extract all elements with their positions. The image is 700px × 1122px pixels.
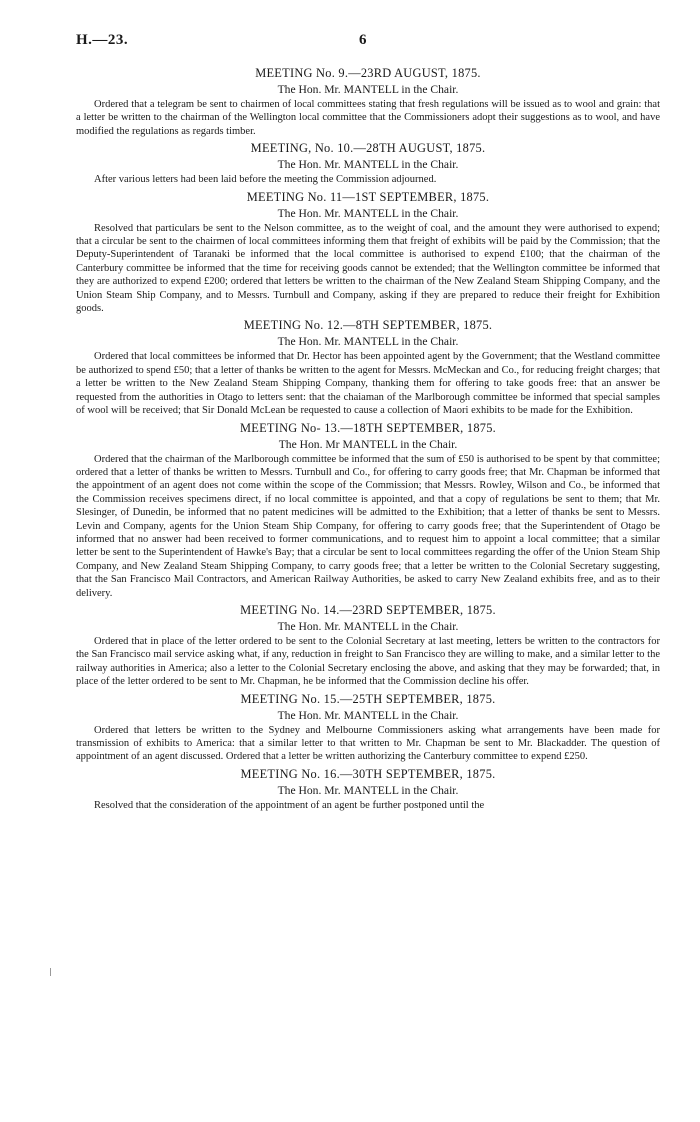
meeting-13 bbox=[76, 421, 660, 600]
meeting-heading: MEETING No- 13.—18TH SEPTEMBER, 1875. bbox=[239, 420, 497, 435]
meeting-16 bbox=[76, 767, 660, 812]
meeting-11 bbox=[76, 190, 660, 316]
meeting-text: After various letters had been laid before the meeting the Commission adjourned. bbox=[94, 174, 437, 186]
report-reference: H.—23. bbox=[76, 32, 129, 48]
meeting-heading: MEETING, No. 10.—28TH AUGUST, 1875. bbox=[250, 141, 486, 156]
meeting-10 bbox=[76, 141, 660, 186]
meeting-text: Ordered that local committees be informed that Dr. Hector has been appointed agent by the Government; that the Westland committee be authorized to spend £50; that a letter of thanks be written to the agent for Messrs. McMeckan and Co., for reducing freight charges; that a letter be written to the New Zealand Steam Shipping Company, thanking them for offering to take goods free: that an answer be requested from the authorities in Otago to letters sent: that the chaiaman of the Marlborough committee be informed that special samples of wool will be received; that Sir Donald McLean be requested to cause a collection of Maori exhibits to be made for the Exhibition. bbox=[76, 351, 660, 417]
meeting-text: Resolved that particulars be sent to the Nelson committee, as to the weight of coal, and the amount they were authorised to expend; that a circular be sent to the chairmen of local committees informing them that freight of exhibits will be paid by the Commission; that the Deputy-Superintendent of Taranaki be informed that the local committee is authorised to expend £100; that the chairman of the Canterbury committee be informed that the time for receiving goods cannot be extended; that the Wellington committee be informed that they are authorized to expend £200; ordered that letters be written to the chairman of the New Zealand Steam Shipping Company, and the Union Steam Ship Company, and to Messrs. Turnbull and Company, asking if they are prepared to reduce their freight for Exhibition goods. bbox=[76, 222, 660, 315]
meeting-chair: The Hon. Mr. MANTELL in the Chair. bbox=[277, 619, 459, 633]
meeting-15 bbox=[76, 692, 660, 764]
meeting-chair: The Hon. Mr. MANTELL in the Chair. bbox=[277, 335, 459, 349]
meeting-text: Ordered that the chairman of the Marlborough committee be informed that the sum of £50 is authorised to be spent by that committee; ordered that a letter of thanks be written to Messrs. Turnbull and Co., for offering to carry goods free; that Mr. Chapman be informed that the appointment of an agent does not come within the scope of the Commission; that Messrs. Rowley, Wilson and Co., be informed that the Commission receives specimens direct, if no local committee is appointed, and that a copy of regulations be sent to them; that Mr. Slesinger, of Dunedin, be informed that no patent medicines will be admitted to the Exhibition; that a letter of thanks be sent to Messrs. Levin and Company, agents for the Union Steam Ship Company, for offering to carry goods free; that the Superintendent of Otago be informed that no answer had been received to former communications, and to request him to appoint a local committee; that a similar letter be sent to the Superintendent of Hawke's Bay; that a circular be sent to local committees regarding the offer of the Union Steam Ship Company, and New Zealand Steam Shipping Company, to carry goods free; that a letter be written to the Colonial Secretary suggesting, that the San Francisco Mail Contractors, and American Railway Authorities, be asked to carry New Zealand exhibits free, and as to their delivery. bbox=[76, 453, 660, 599]
meeting-minutes bbox=[76, 66, 660, 815]
meeting-chair: The Hon. Mr. MANTELL in the Chair. bbox=[277, 158, 459, 172]
meeting-chair: The Hon. Mr MANTELL in the Chair. bbox=[278, 437, 458, 451]
meeting-heading: MEETING No. 16.—30TH SEPTEMBER, 1875. bbox=[240, 766, 496, 781]
meeting-heading: MEETING No. 9.—23RD AUGUST, 1875. bbox=[255, 66, 481, 80]
meeting-chair: The Hon. Mr. MANTELL in the Chair. bbox=[277, 783, 459, 797]
page-number: 6 bbox=[359, 32, 367, 48]
meeting-chair: The Hon. Mr. MANTELL in the Chair. bbox=[277, 206, 459, 220]
meeting-text: Ordered that a telegram be sent to chairmen of local committees stating that fresh regulations will be issued as to wool and grain: that a letter be written to the chairman of the Wellington local committee that the Commissioners adopt their suggestions as to wool, and have modified the regulations as regards timber. bbox=[76, 99, 660, 137]
meeting-text: Resolved that the consideration of the appointment of an agent be further postponed until the bbox=[94, 799, 485, 811]
meeting-text: Ordered that in place of the letter ordered to be sent to the Colonial Secretary at last meeting, letters be written to the contractors for the San Francisco mail service asking what, if any, reduction in freight to San Francisco they are willing to make, and a similar letter to the railway authorities in America; also a letter to the Colonial Secretary enclosing the above, and asking that they may be forwarded; that, in place of the letter ordered to be sent to Mr. Chapman, he be informed that the Commission decline his offer. bbox=[76, 635, 660, 688]
meeting-heading: MEETING No. 15.—25TH SEPTEMBER, 1875. bbox=[240, 691, 496, 706]
margin-mark bbox=[50, 968, 51, 976]
meeting-heading: MEETING No. 14.—23RD SEPTEMBER, 1875. bbox=[240, 602, 496, 617]
meeting-chair: The Hon. Mr. MANTELL in the Chair. bbox=[277, 83, 459, 96]
meeting-heading: MEETING No. 11—1ST SEPTEMBER, 1875. bbox=[246, 189, 490, 204]
meeting-12 bbox=[76, 318, 660, 417]
meeting-9 bbox=[76, 66, 660, 138]
meeting-14 bbox=[76, 603, 660, 689]
meeting-heading: MEETING No. 12.—8TH SEPTEMBER, 1875. bbox=[243, 318, 493, 333]
meeting-text: Ordered that letters be written to the Sydney and Melbourne Commissioners asking what arrangements have been made for transmission of exhibits to America: that a similar letter to that written to Mr. Chapman be sent to Mr. Blackadder. The question of appointment of an agent discussed. Ordered that a letter be written authorizing the Canterbury committee to expend £250. bbox=[76, 724, 660, 763]
meeting-chair: The Hon. Mr. MANTELL in the Chair. bbox=[277, 708, 459, 722]
